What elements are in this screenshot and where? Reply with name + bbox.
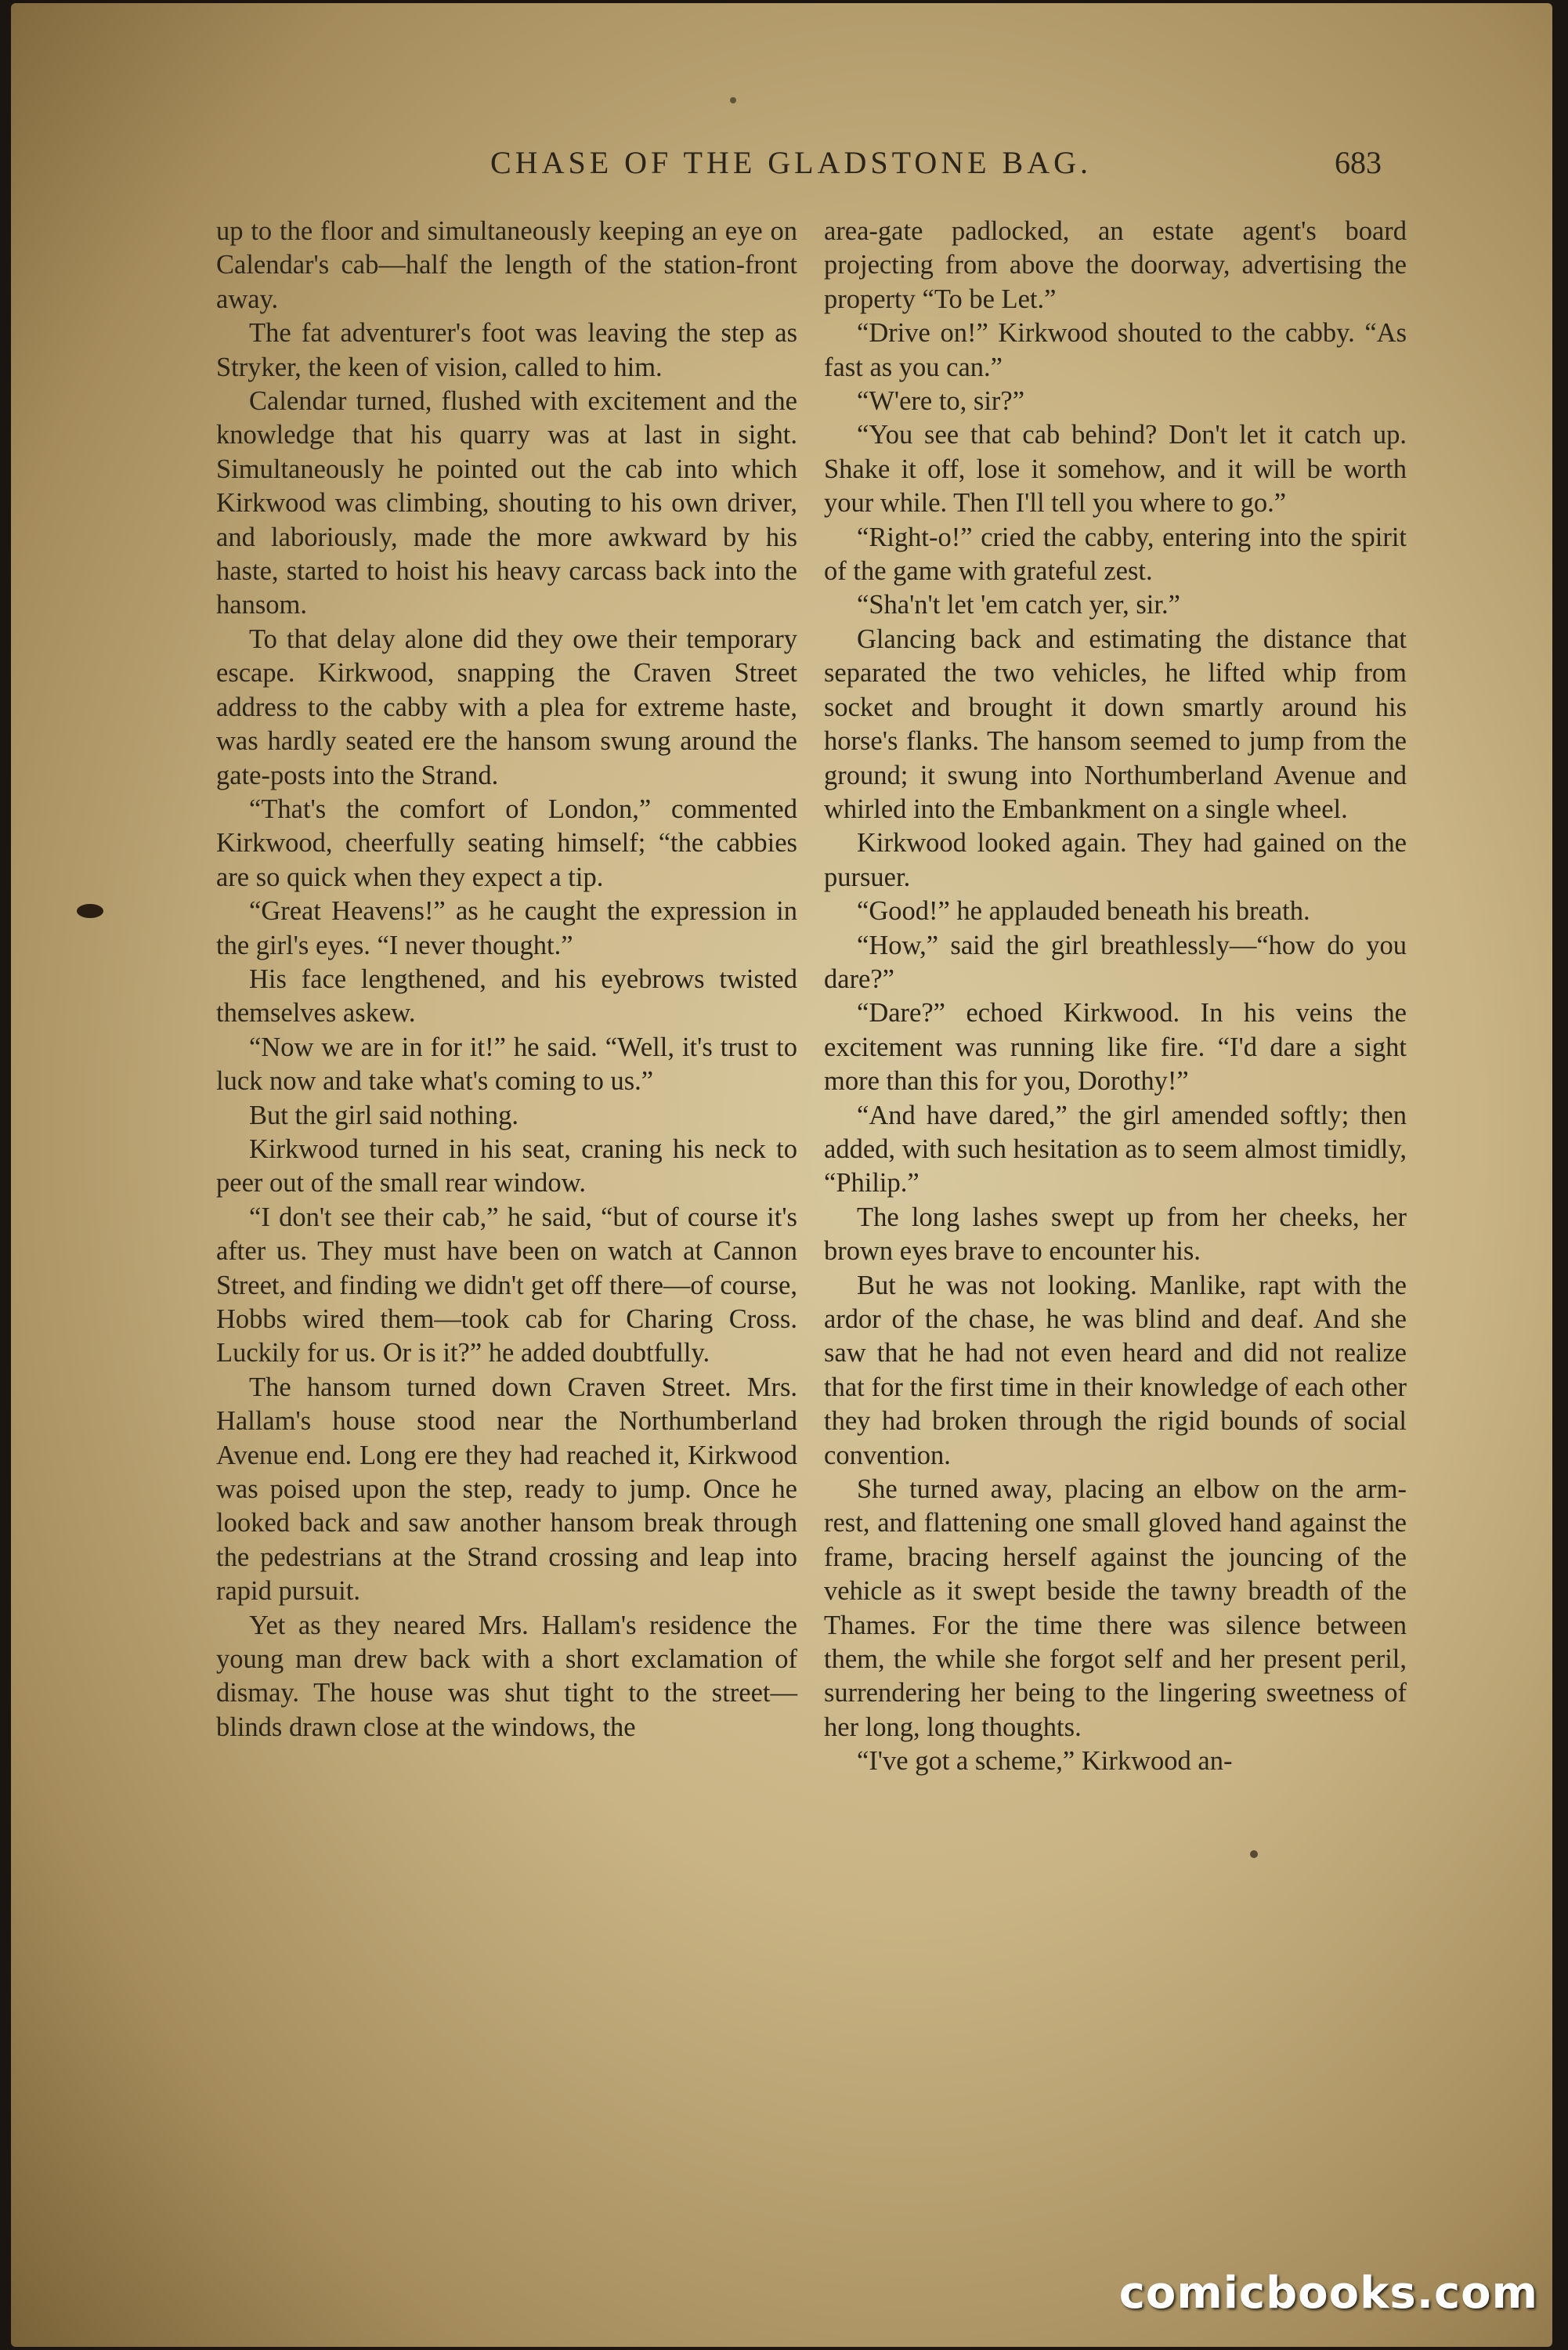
paragraph: area-gate padlocked, an estate agent's board projecting from above the doorway, advertising the property “To be Let.” bbox=[824, 216, 1407, 314]
site-watermark: comicbooks.com bbox=[1118, 2268, 1538, 2319]
paragraph: She turned away, placing an elbow on the arm-rest, and flattening one small gloved hand against the frame, bracing herself against the jouncing of the vehicle as it swept beside the tawny breadth of the Thames. For the time there was silence between them, the while she forgot self and her present peril, surrendering her being to the lingering sweetness of her long, long thoughts. bbox=[824, 1474, 1407, 1742]
paragraph: Yet as they neared Mrs. Hallam's residence the young man drew back with a short exclamation of dismay. The house was shut tight to the street—blinds drawn close at the windows, the bbox=[216, 1610, 797, 1742]
ink-dot bbox=[1250, 1850, 1258, 1858]
paragraph: “Right-o!” cried the cabby, entering into the spirit of the game with grateful zest. bbox=[824, 522, 1407, 587]
ink-dot bbox=[730, 97, 736, 103]
paragraph: up to the floor and simultaneously keeping an eye on Calendar's cab—half the length of the station-front away. bbox=[216, 216, 797, 314]
paragraph: “Good!” he applauded beneath his breath. bbox=[857, 896, 1310, 927]
paragraph: His face lengthened, and his eyebrows twisted themselves askew. bbox=[216, 964, 797, 1029]
paragraph: The hansom turned down Craven Street. Mrs. Hallam's house stood near the Northumberland Avenue end. Long ere they had reached it, Kirkwood was poised upon the step, ready to jump. Once he looked back and saw another hansom break through the pedestrians at the Strand crossing and leap into rapid pursuit. bbox=[216, 1372, 797, 1607]
paragraph: “How,” said the girl breathlessly—“how do you dare?” bbox=[824, 930, 1407, 994]
book-page bbox=[11, 3, 1552, 2347]
paragraph: Kirkwood turned in his seat, craning his neck to peer out of the small rear window. bbox=[216, 1133, 797, 1198]
paragraph: “W'ere to, sir?” bbox=[857, 386, 1025, 417]
paragraph: “You see that cab behind? Don't let it catch up. Shake it off, lose it somehow, and it will be worth your while. Then I'll tell you where to go.” bbox=[824, 420, 1407, 519]
right-column bbox=[824, 215, 1407, 1779]
ink-blot bbox=[77, 904, 103, 918]
paragraph: “I don't see their cab,” he said, “but of course it's after us. They must have been on watch at Cannon Street, and finding we didn't get off there—of course, Hobbs wired them—took cab for Charing Cross. Luckily for us. Or is it?” he added doubtfully. bbox=[216, 1202, 797, 1368]
paragraph: “Drive on!” Kirkwood shouted to the cabby. “As fast as you can.” bbox=[824, 318, 1407, 382]
paragraph: To that delay alone did they owe their temporary escape. Kirkwood, snapping the Craven Street address to the cabby with a plea for extreme haste, was hardly seated ere the hansom swung around the gate-posts into the Strand. bbox=[216, 624, 797, 790]
paragraph: Glancing back and estimating the distance that separated the two vehicles, he lifted whip from socket and brought it down smartly around his horse's flanks. The hansom seemed to jump from the ground; it swung into Northumberland Avenue and whirled into the Embankment on a single wheel. bbox=[824, 624, 1407, 824]
page-header bbox=[11, 144, 1552, 199]
paragraph: The fat adventurer's foot was leaving the step as Stryker, the keen of vision, called to him. bbox=[216, 318, 797, 382]
paragraph: “And have dared,” the girl amended softly; then added, with such hesitation as to seem almost timidly, “Philip.” bbox=[824, 1100, 1407, 1198]
paragraph: “Dare?” echoed Kirkwood. In his veins the excitement was running like fire. “I'd dare a sight more than this for you, Dorothy!” bbox=[824, 998, 1407, 1097]
paragraph: “Sha'n't let 'em catch yer, sir.” bbox=[857, 590, 1180, 620]
paragraph: But the girl said nothing. bbox=[249, 1100, 519, 1130]
paragraph: Kirkwood looked again. They had gained on the pursuer. bbox=[824, 828, 1407, 892]
paragraph: But he was not looking. Manlike, rapt with the ardor of the chase, he was blind and deaf. And she saw that he had not even heard and did not realize that for the first time in their knowledge of each other they had broken through the rigid bounds of social convention. bbox=[824, 1270, 1407, 1470]
paragraph: Calendar turned, flushed with excitement and the knowledge that his quarry was at last in sight. Simultaneously he pointed out the cab into which Kirkwood was climbing, shouting to his own driver, and laboriously, made the more awkward by his haste, started to hoist his heavy carcass back into the hansom. bbox=[216, 386, 797, 620]
paragraph: “Great Heavens!” as he caught the expression in the girl's eyes. “I never thought.” bbox=[216, 896, 797, 960]
running-title: CHASE OF THE GLADSTONE BAG. bbox=[490, 145, 1093, 180]
left-column bbox=[216, 215, 797, 1744]
paragraph: “I've got a scheme,” Kirkwood an- bbox=[857, 1746, 1233, 1777]
page-number: 683 bbox=[1335, 145, 1382, 180]
paragraph: “That's the comfort of London,” commented Kirkwood, cheerfully seating himself; “the cabbies are so quick when they expect a tip. bbox=[216, 794, 797, 892]
paragraph: The long lashes swept up from her cheeks, her brown eyes brave to encounter his. bbox=[824, 1202, 1407, 1267]
paragraph: “Now we are in for it!” he said. “Well, it's trust to luck now and take what's coming to us.” bbox=[216, 1032, 797, 1097]
